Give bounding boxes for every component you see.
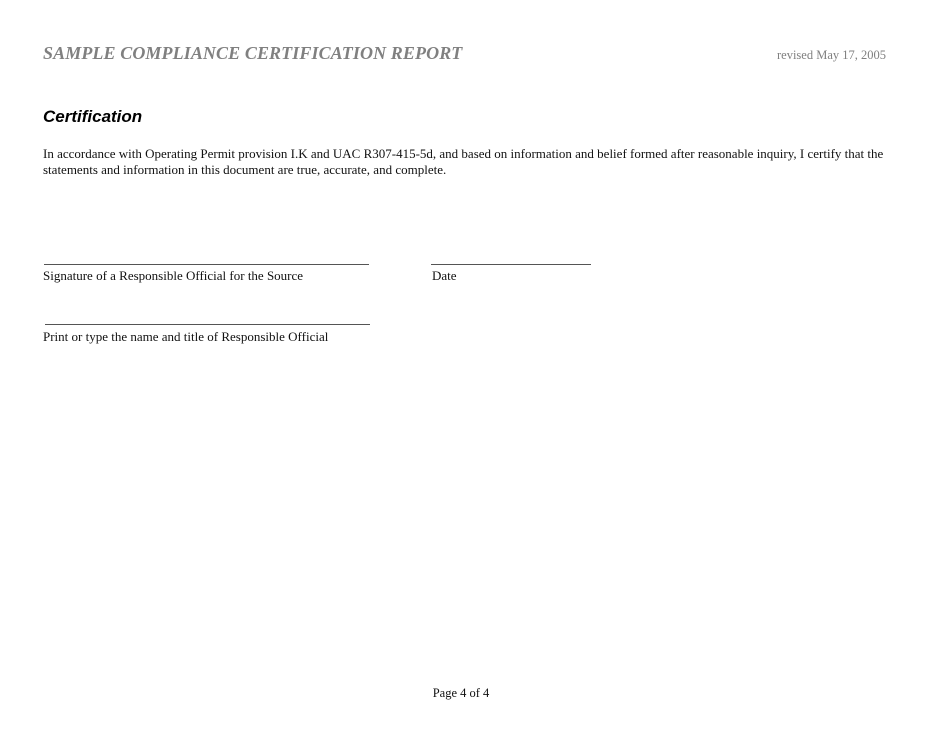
certification-statement: In accordance with Operating Permit provision I.K and UAC R307-415-5d, and based on information and belief formed after reasonable inquiry, I certify that the statements and information in this document are true, accurate, and complete.: [43, 146, 884, 177]
revised-date: revised May 17, 2005: [777, 48, 887, 62]
name-title-line[interactable]: [45, 324, 370, 325]
name-title-label: Print or type the name and title of Responsible Official: [43, 329, 329, 344]
page-number: Page 4 of 4: [432, 686, 490, 700]
date-line[interactable]: [431, 264, 591, 265]
signature-label: Signature of a Responsible Official for the Source: [43, 268, 304, 283]
report-title: SAMPLE COMPLIANCE CERTIFICATION REPORT: [43, 43, 463, 63]
section-heading-certification: Certification: [43, 107, 143, 126]
signature-line[interactable]: [44, 264, 369, 265]
date-label: Date: [432, 268, 457, 283]
